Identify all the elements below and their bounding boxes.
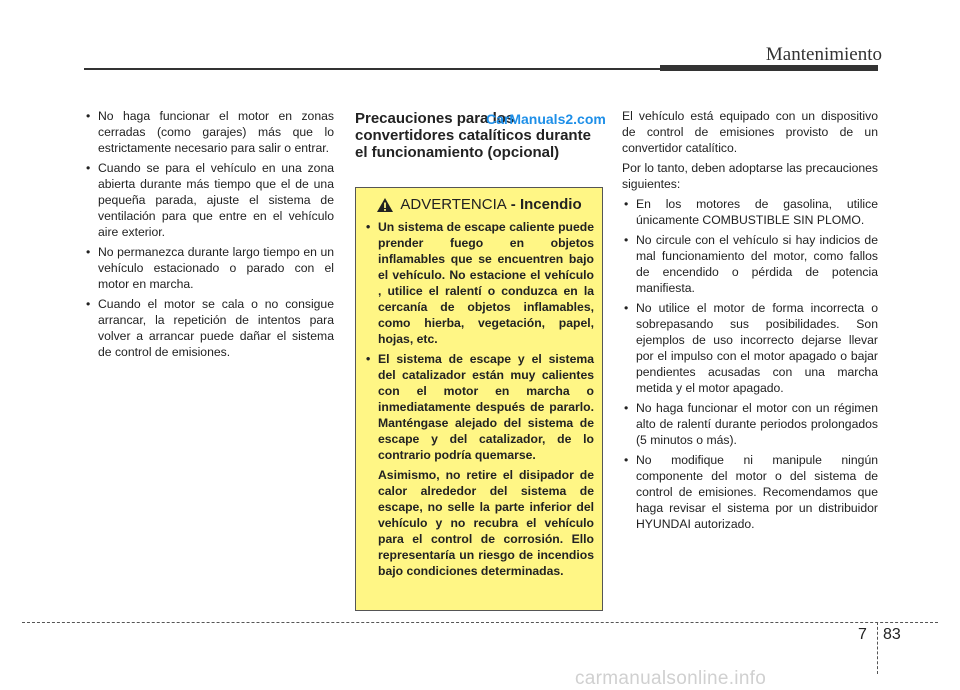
list-item: • No permanezca durante largo tiempo en un vehículo estacionado o parado con el motor en marcha. — [84, 244, 334, 292]
list-item: • No circule con el vehículo si hay indicios de mal funcionamiento del motor, como fallos de encendido o pérdida de potencia manifiesta. — [622, 232, 878, 296]
middle-column — [355, 110, 605, 611]
list-item: • El sistema de escape y el sistema del catalizador están muy calientes con el motor en marcha o inmediatamente después de pararlo. Manténgase alejado del sistema de escape y del catalizador, de lo contrario podría quemarse. — [364, 351, 594, 463]
paragraph: Por lo tanto, deben adoptarse las precauciones siguientes: — [622, 161, 878, 191]
warning-box — [355, 187, 603, 611]
right-bullet-list — [622, 196, 878, 532]
warning-continuation: Asimismo, no retire el disipador de calor alrededor del sistema de escape, no selle la parte inferior del vehículo y no recubra el vehículo para el control de corrosión. Ello representaría un riesgo de incendios bajo condiciones determinadas. — [378, 468, 594, 578]
chapter-number: 7 — [858, 626, 867, 643]
right-column — [622, 108, 878, 536]
section-heading: Precauciones para los convertidores catalíticos durante el funcionamiento (opcional) — [355, 110, 591, 161]
paragraph: El vehículo está equipado con un dispositivo de control de emisiones provisto de un convertidor catalítico. — [622, 109, 878, 155]
warning-bullet-list — [364, 219, 594, 463]
list-item: • No modifique ni manipule ningún componente del motor o del sistema de control de emisiones. Recomendamos que haga revisar el sistema por un distribuidor HYUNDAI autorizado. — [622, 452, 878, 532]
left-bullet-list — [84, 108, 334, 360]
header-rule — [84, 68, 660, 70]
warning-subject: - Incendio — [510, 196, 582, 213]
list-item: • Un sistema de escape caliente puede prender fuego en objetos inflamables que se encuentren bajo el vehículo. No estacione el vehículo , utilice el ralentí o conduzca en la cercanía de objetos inflamables, como hierba, vegetación, papel, hojas, etc. — [364, 219, 594, 347]
list-item: • En los motores de gasolina, utilice únicamente COMBUSTIBLE SIN PLOMO. — [622, 196, 878, 228]
list-item: • Cuando el motor se cala o no consigue arrancar, la repetición de intentos para volver a arrancar puede dañar el sistema de control de emisiones. — [84, 296, 334, 360]
watermark-link[interactable]: CarManuals2.com — [486, 111, 606, 127]
header-rule-accent — [660, 65, 878, 71]
warning-triangle-icon — [376, 197, 394, 213]
list-item: • No utilice el motor de forma incorrecta o sobrepasando sus posibilidades. Son ejemplos de uso incorrecto dejarse llevar por el impulso con el motor apagado o bajar pendientes acusadas con una marcha metida y el motor apagado. — [622, 300, 878, 396]
list-item: • No haga funcionar el motor con un régimen alto de ralentí durante periodos prolongados (5 minutos o más). — [622, 400, 878, 448]
page-number: 83 — [883, 626, 901, 643]
section-title: Mantenimiento — [765, 44, 882, 65]
warning-title — [364, 196, 594, 213]
footer-watermark: carmanualsonline.info — [575, 668, 767, 689]
footer-page-separator — [877, 622, 878, 674]
warning-label: ADVERTENCIA — [400, 196, 507, 213]
left-column — [84, 108, 334, 364]
list-item: • No haga funcionar el motor en zonas cerradas (como garajes) más que lo estrictamente necesario para salir o entrar. — [84, 108, 334, 156]
list-item: • Cuando se para el vehículo en una zona abierta durante más tiempo que el de una pequeña parada, ajuste el sistema de ventilación para que entre en el vehículo aire exterior. — [84, 160, 334, 240]
footer-divider — [22, 622, 938, 623]
